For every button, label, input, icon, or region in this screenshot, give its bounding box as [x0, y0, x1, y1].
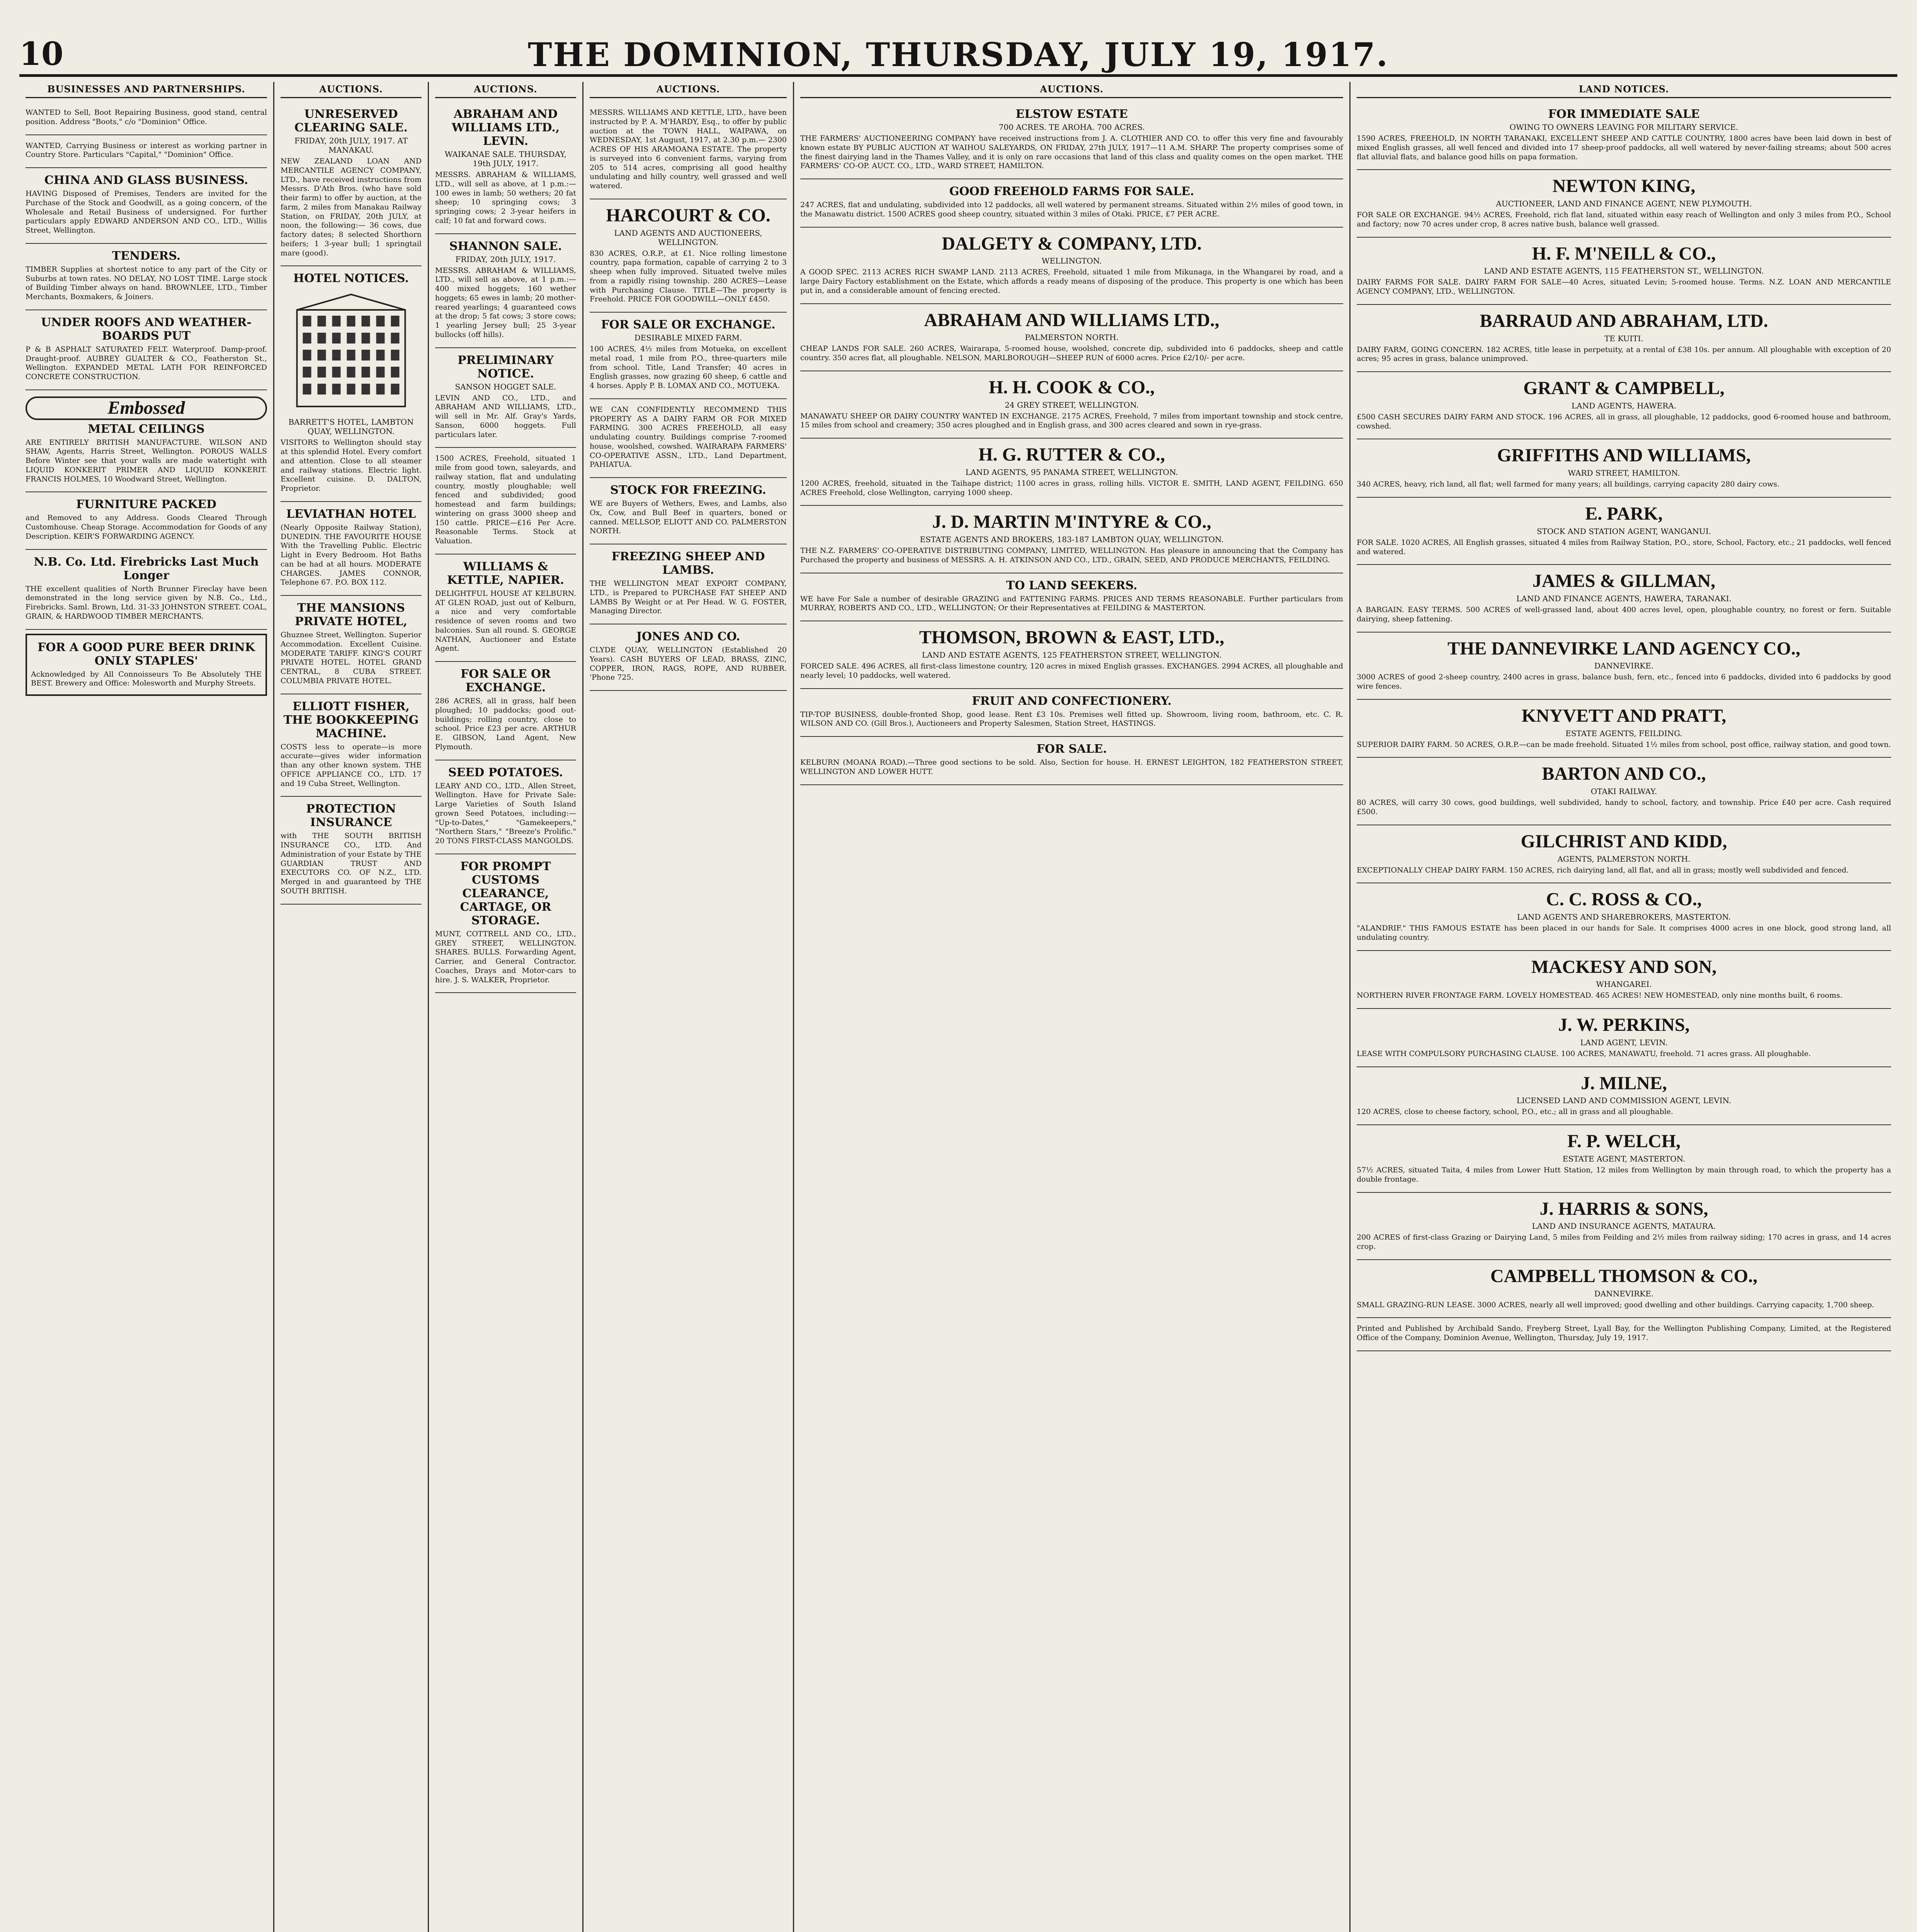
ad-body: MANAWATU SHEEP OR DAIRY COUNTRY WANTED IN EXCHANGE. 2175 ACRES, Freehold, 7 miles from important township and stock centre, 15 miles from school and creamery; 350 acres ploughed and in English grass, and 300 acres cleared and sown in rye-grass. [800, 412, 1343, 430]
page-number: 10 [19, 36, 64, 73]
advertisement [1357, 1125, 1891, 1192]
ad-title: TENDERS. [112, 249, 181, 263]
ad-body: SUPERIOR DAIRY FARM. 50 ACRES, O.R.P.—can be made freehold. Situated 1½ miles from school, post office, railway station, and good town. [1357, 740, 1891, 749]
advertisement [800, 228, 1343, 304]
ad-title: FREEZING SHEEP AND LAMBS. [611, 550, 765, 577]
ad-body: and Removed to any Address. Goods Cleared Through Customhouse. Cheap Storage. Accommodation for Goods of any Description. KEIR'S FORWARDING AGENCY. [26, 514, 267, 541]
ad-body: A BARGAIN. EASY TERMS. 500 ACRES of well-grassed land, about 400 acres level, open, ploughable country, no forest or fern. Suitable dairying, sheep fattening. [1357, 605, 1891, 623]
ad-body: 100 ACRES, 4½ miles from Motueka, on excellent metal road, 1 mile from P.O., three-quarters mile from school. Title, Land Transfer; 40 acres in English grasses, now grazing 60 sheep, 6 cattle and 4 horses. Apply P. B. LOMAX AND CO., MOTUEKA. [590, 345, 787, 390]
ad-subtitle: 24 GREY STREET, WELLINGTON. [1005, 400, 1139, 410]
ad-title: JONES AND CO. [636, 630, 740, 644]
ad-body: EXCEPTIONALLY CHEAP DAIRY FARM. 150 ACRES, rich dairying land, all flat, and all in grass; mostly well subdivided and fenced. [1357, 866, 1849, 874]
ad-body: COSTS less to operate—is more accurate—gives wider information than any other known system. THE OFFICE APPLIANCE CO., LTD. 17 and 19 Cuba Street, Wellington. [281, 742, 422, 788]
ad-subtitle: LAND AGENTS AND AUCTIONEERS, WELLINGTON. [614, 228, 762, 247]
ad-body: Printed and Published by Archibald Sando, Freyberg Street, Lyall Bay, for the Wellington Publishing Company, Limited, at the Registered Office of the Company, Dominion Avenue, Wellington, Thursday, July 19, 1917. [1357, 1324, 1891, 1342]
ad-subtitle: LAND AGENT, LEVIN. [1580, 1037, 1668, 1047]
advertisement [281, 502, 422, 596]
column-4 [583, 82, 794, 1932]
ad-title: FOR IMMEDIATE SALE [1548, 107, 1700, 121]
ad-body: WE are Buyers of Wethers, Ewes, and Lambs, also Ox, Cow, and Bull Beef in quarters, boned or canned. MELLSOP, ELIOTT AND CO. PALMERSTON NORTH. [590, 499, 787, 536]
advertisement [800, 506, 1343, 573]
advertisement [1357, 238, 1891, 305]
advertisement [1357, 633, 1891, 700]
ad-title: STOCK FOR FREEZING. [610, 483, 766, 497]
ad-title: GOOD FREEHOLD FARMS FOR SALE. [949, 185, 1194, 198]
ad-title: THE MANSIONS PRIVATE HOTEL, [295, 601, 407, 628]
column-header: AUCTIONS. [800, 82, 1343, 98]
advertisement [281, 797, 422, 904]
advertisement [26, 102, 267, 135]
advertisement [800, 102, 1343, 179]
ad-title: PROTECTION INSURANCE [306, 802, 396, 830]
advertisement [281, 596, 422, 694]
ad-body: MESSRS. ABRAHAM & WILLIAMS, LTD., will sell as above, at 1 p.m.:— 400 mixed hoggets; 160 wether hoggets; 65 ewes in lamb; 20 mother-reared yearlings; 4 guaranteed cows at the drop; 5 fat cows; 3 store cows; 1 yearling Jersey bull; 25 3-year bullocks (off hills). [435, 266, 576, 339]
advertiser-name: JAMES & GILLMAN, [1532, 571, 1716, 592]
advertisement [800, 371, 1343, 439]
column-header: AUCTIONS. [435, 82, 576, 98]
advertisement [1357, 1260, 1891, 1318]
advertiser-name: C. C. ROSS & CO., [1546, 889, 1702, 910]
ad-body: DELIGHTFUL HOUSE AT KELBURN. AT GLEN ROAD, just out of Kelburn, a nice and very comfortable residence of seven rooms and two balconies. Sun all round. S. GEORGE NATHAN, Auctioneer and Estate Agent. [435, 589, 576, 653]
advertisement [1357, 372, 1891, 439]
ad-body: THE WELLINGTON MEAT EXPORT COMPANY, LTD., is Prepared to PURCHASE FAT SHEEP AND LAMBS By Weight or at Per Head. W. G. FOSTER, Managing Director. [590, 579, 787, 616]
ad-body: 1500 ACRES, Freehold, situated 1 mile from good town, saleyards, and railway station, flat and undulating country, mostly ploughable; well fenced and subdivided; good homestead and farm buildings; wintering on grass 3000 sheep and 150 cattle. PRICE—£16 Per Acre. Reasonable Terms. Stock at Valuation. [435, 454, 576, 545]
ad-body: 57½ ACRES, situated Taita, 4 miles from Lower Hutt Station, 12 miles from Wellington by main through road, to which the property has a double frontage. [1357, 1166, 1891, 1184]
advertiser-name: KNYVETT AND PRATT, [1521, 705, 1726, 726]
advertisement [435, 662, 576, 760]
ad-title: FOR SALE OR EXCHANGE. [460, 667, 551, 694]
advertisement [800, 304, 1343, 371]
advertiser-name: BARRAUD AND ABRAHAM, LTD. [1480, 310, 1768, 331]
advertisement [1357, 951, 1891, 1009]
column-1 [19, 82, 274, 1932]
ad-title: FRUIT AND CONFECTIONERY. [972, 694, 1172, 708]
advertisement [590, 478, 787, 544]
advertiser-name: H. F. M'NEILL & CO., [1532, 243, 1716, 264]
advertisement [26, 168, 267, 244]
ad-title: TO LAND SEEKERS. [1006, 578, 1138, 592]
ad-subtitle: 700 ACRES. TE AROHA. 700 ACRES. [998, 122, 1145, 132]
ad-title: FOR SALE OR EXCHANGE. [601, 318, 776, 332]
ad-title: ELSTOW ESTATE [1015, 107, 1128, 121]
advertiser-name: BARTON AND CO., [1542, 764, 1706, 784]
column-3 [429, 82, 583, 1932]
ad-subtitle: LAND AGENTS, HAWERA. [1571, 401, 1677, 410]
column-header: AUCTIONS. [590, 82, 787, 98]
ad-body: CLYDE QUAY, WELLINGTON (Established 20 Years). CASH BUYERS OF LEAD, BRASS, ZINC, COPPER, IRON, RAGS, ROPE, AND RUBBER. 'Phone 725. [590, 646, 787, 682]
advertisement [800, 737, 1343, 785]
advertiser-name: J. W. PERKINS, [1558, 1015, 1690, 1036]
ad-body: Ghuznee Street, Wellington. Superior Accommodation. Excellent Cuisine. MODERATE TARIFF. KING'S COURT PRIVATE HOTEL. HOTEL GRAND CENTRAL, 8 CUBA STREET. COLUMBIA PRIVATE HOTEL. [281, 631, 422, 685]
ad-title: FOR PROMPT CUSTOMS CLEARANCE, CARTAGE, OR STORAGE. [460, 859, 551, 927]
ad-body: "ALANDRIF." THIS FAMOUS ESTATE has been placed in our hands for Sale. It comprises 4000 acres in one block, good strong land, all undulating country. [1357, 924, 1891, 942]
ad-subtitle: ESTATE AGENTS AND BROKERS, 183-187 LAMBTON QUAY, WELLINGTON. [920, 535, 1224, 544]
ad-body: with THE SOUTH BRITISH INSURANCE CO., LTD. And Administration of your Estate by THE GUARDIAN TRUST AND EXECUTORS CO. OF N.Z., LTD. Merged in and guaranteed by THE SOUTH BRITISH. [281, 832, 422, 895]
advertisement [1357, 1193, 1891, 1260]
advertisement [1357, 1067, 1891, 1126]
masthead [19, 36, 1897, 77]
advertisement [281, 694, 422, 797]
ad-subtitle: LICENSED LAND AND COMMISSION AGENT, LEVIN. [1516, 1096, 1732, 1105]
advertisement [435, 760, 576, 854]
advertiser-name: H. G. RUTTER & CO., [978, 444, 1165, 465]
ad-body: THE N.Z. FARMERS' CO-OPERATIVE DISTRIBUTING COMPANY, LIMITED, WELLINGTON. Has pleasure in announcing that the Company has Purchased the property and business of MESSRS. A. H. ATKINSON AND CO., LTD., GRAIN, SEED, AND PRODUCE MERCHANTS, FEILDING. [800, 546, 1343, 564]
ad-body: (Nearly Opposite Railway Station), DUNEDIN. THE FAVOURITE HOUSE With the Travelling Public. Electric Light in Every Bedroom. Hot Baths can be had at all hours. MODERATE CHARGES. JAMES CONNOR, Telephone 67. P.O. BOX 112. [281, 523, 422, 587]
advertisement [281, 266, 422, 502]
ad-title: PRELIMINARY NOTICE. [458, 353, 554, 381]
advertisement [590, 544, 787, 624]
advertiser-name: GRIFFITHS AND WILLIAMS, [1497, 445, 1751, 466]
ad-subtitle: LAND AGENTS AND SHAREBROKERS, MASTERTON. [1517, 912, 1731, 922]
advertisement [1357, 565, 1891, 632]
ad-title: ABRAHAM AND WILLIAMS LTD., LEVIN. [451, 107, 560, 148]
ad-title: FOR A GOOD PURE BEER DRINK ONLY STAPLES' [37, 640, 255, 668]
ad-body: TIMBER Supplies at shortest notice to any part of the City or Suburbs at town rates. NO DELAY, NO LOST TIME. Large stock of Building Timber always on hand. BROWNLEE, LTD., Timber Merchants, Boxmakers, & Joiners. [26, 265, 267, 301]
advertisement [800, 621, 1343, 689]
ad-body: FOR SALE OR EXCHANGE. 94½ ACRES, Freehold, rich flat land, situated within easy reach of Wellington and only 3 miles from P.O., School and factory; now 70 acres under crop, 8 acres native bush, balance well grassed. [1357, 211, 1891, 228]
ad-logo: Embossed [26, 396, 267, 420]
ad-body: HAVING Disposed of Premises, Tenders are invited for the Purchase of the Stock and Goodwill, as a going concern, of the Wholesale and Retail Business of undersigned. For further particulars apply EDWARD ANDERSON AND CO., LTD., Willis Street, Wellington. [26, 189, 267, 235]
ad-subtitle: AGENTS, PALMERSTON NORTH. [1557, 854, 1691, 864]
advertisement [26, 492, 267, 549]
advertiser-name: GILCHRIST AND KIDD, [1521, 831, 1727, 852]
ad-body: 286 ACRES, all in grass, half been ploughed; 10 paddocks; good out-buildings; rolling country, close to school. Price £23 per acre. ARTHUR E. GIBSON, Land Agent, New Plymouth. [435, 697, 576, 751]
ad-subtitle: WHANGAREI. [1596, 980, 1652, 989]
advertisement [1357, 498, 1891, 565]
ad-body: 200 ACRES of first-class Grazing or Dairying Land, 5 miles from Feilding and 2½ miles from railway siding; 170 acres in grass, and 14 acres crop. [1357, 1233, 1891, 1251]
ad-body: 830 ACRES, O.R.P., at £1. Nice rolling limestone country, papa formation, capable of carrying 2 to 3 sheep when fully improved. Situated twelve miles from a rapidly rising township. 280 ACRES—Lease with Purchasing Clause. TITLE—The property is Freehold. PRICE FOR GOODWILL—ONLY £450. [590, 249, 787, 304]
advertisement [800, 179, 1343, 228]
advertisement [590, 199, 787, 313]
advertiser-name: HARCOURT & CO. [606, 205, 771, 226]
advertisement [26, 135, 267, 168]
ad-title: LEVIATHAN HOTEL [286, 507, 416, 521]
ad-body: 247 ACRES, flat and undulating, subdivided into 12 paddocks, all well watered by permanent streams. Situated within 2½ miles of good town, in the Manawatu district. 1500 ACRES good sheep country, situated within 3 miles of Otaki. PRICE, £7 PER ACRE. [800, 201, 1343, 218]
advertisement [800, 573, 1343, 622]
ad-body: DAIRY FARM, GOING CONCERN. 182 ACRES, title lease in perpetuity, at a rental of £38 10s. per annum. All ploughable with exception of 20 acres; 95 acres in grass, balance unimproved. [1357, 345, 1891, 363]
ad-body: CHEAP LANDS FOR SALE. 260 ACRES, Wairarapa, 5-roomed house, woolshed, concrete dip, subdivided into 6 paddocks, sheep and cattle country. 350 acres flat, all ploughable. NELSON, MARLBOROUGH—SHEEP RUN of 6000 acres. Price £2/10/- per acre. [800, 344, 1343, 362]
ad-title: METAL CEILINGS [88, 422, 205, 436]
ad-subtitle: STOCK AND STATION AGENT, WANGANUI. [1536, 526, 1711, 536]
ad-subtitle: ESTATE AGENT, MASTERTON. [1562, 1154, 1686, 1163]
advertisement [435, 854, 576, 993]
advertiser-name: E. PARK, [1585, 503, 1663, 524]
ad-subtitle: SANSON HOGGET SALE. [455, 382, 556, 391]
ad-subtitle: LAND AND FINANCE AGENTS, HAWERA, TARANAKI. [1516, 594, 1732, 604]
ad-body: NORTHERN RIVER FRONTAGE FARM. LOVELY HOMESTEAD. 465 ACRES! NEW HOMESTEAD, only nine months built, 6 rooms. [1357, 991, 1842, 1000]
advertisement [435, 348, 576, 448]
ad-subtitle: DANNEVIRKE. [1594, 1289, 1654, 1298]
advertiser-name: THE DANNEVIRKE LAND AGENCY CO., [1448, 638, 1800, 659]
advertisement [26, 634, 267, 696]
ad-subtitle: TE KUITI. [1604, 333, 1643, 343]
advertisement [1357, 305, 1891, 372]
ad-title: CHINA AND GLASS BUSINESS. [44, 173, 248, 187]
advertiser-name: F. P. WELCH, [1567, 1131, 1681, 1152]
advertisement [800, 689, 1343, 737]
advertisement [26, 550, 267, 630]
ad-body: SMALL GRAZING-RUN LEASE. 3000 ACRES, nearly all well improved; good dwelling and other buildings. Carrying capacity, 1,700 sheep. [1357, 1300, 1874, 1309]
ad-subtitle: FRIDAY, 20th JULY, 1917. AT MANAKAU. [294, 136, 408, 155]
ad-body: 3000 ACRES of good 2-sheep country, 2400 acres in grass, balance bush, fern, etc., fenced into 6 paddocks, divided into 6 paddocks by good wire fences. [1357, 673, 1891, 691]
advertisement [1357, 1009, 1891, 1067]
ad-title: FOR SALE. [1036, 742, 1107, 756]
ad-body: 120 ACRES, close to cheese factory, school, P.O., etc.; all in grass and all ploughable. [1357, 1107, 1673, 1116]
advertiser-name: DALGETY & COMPANY, LTD. [942, 233, 1202, 254]
advertisement [435, 554, 576, 662]
ad-body: DAIRY FARMS FOR SALE. DAIRY FARM FOR SALE—40 Acres, situated Levin; 5-roomed house. Terms. N.Z. LOAN AND MERCANTILE AGENCY COMPANY, LTD., WELLINGTON. [1357, 278, 1891, 296]
ad-subtitle: FRIDAY, 20th JULY, 1917. [455, 254, 556, 264]
ad-title: HOTEL NOTICES. [293, 272, 409, 286]
advertiser-name: J. HARRIS & SONS, [1539, 1198, 1708, 1219]
advertisement [590, 102, 787, 199]
ad-subtitle: WAIKANAE SALE. THURSDAY, 19th JULY, 1917. [444, 150, 567, 168]
advertisement [1357, 170, 1891, 237]
column-6 [1351, 82, 1897, 1932]
ad-title: SHANNON SALE. [449, 239, 562, 253]
ad-body: ARE ENTIRELY BRITISH MANUFACTURE. WILSON AND SHAW, Agents, Harris Street, Wellington. POROUS WALLS Before Winter see that your walls are made watertight with LIQUID KONKERIT PRIMER AND LIQUID KONKERIT. FRANCIS HOLMES, 10 Woodward Street, Wellington. [26, 438, 267, 483]
ad-title: FURNITURE PACKED [76, 498, 217, 512]
ad-body: WE have For Sale a number of desirable GRAZING and FATTENING FARMS. PRICES AND TERMS REASONABLE. Further particulars from MURRAY, ROBERTS AND CO., LTD., WELLINGTON; Or their Representatives at FEILDING & MASTERTON. [800, 594, 1343, 612]
ad-body: Acknowledged by All Connoisseurs To Be Absolutely THE BEST. Brewery and Office: Molesworth and Murphy Streets. [31, 670, 262, 688]
ad-body: MESSRS. ABRAHAM & WILLIAMS, LTD., will sell as above, at 1 p.m.:— 100 ewes in lamb; 50 wethers; 20 fat sheep; 10 springing cows; 3 springing cows; 2 3-year heifers in calf; 10 fat and forward cows. [435, 170, 576, 225]
ad-title: SEED POTATOES. [448, 765, 563, 779]
advertisement [435, 234, 576, 348]
column-header: BUSINESSES AND PARTNERSHIPS. [26, 82, 267, 98]
advertiser-name: CAMPBELL THOMSON & CO., [1490, 1265, 1758, 1286]
ad-body: WANTED, Carrying Business or interest as working partner in Country Store. Particulars "Capital," "Dominion" Office. [26, 141, 267, 159]
advertisement [26, 390, 267, 493]
advertiser-name: H. H. COOK & CO., [988, 377, 1155, 398]
ad-body: MESSRS. WILLIAMS AND KETTLE, LTD., have been instructed by P. A. M'HARDY, Esq., to offer by public auction at the TOWN HALL, WAIPAWA, on WEDNESDAY, 1st August, 1917, at 2.30 p.m.— 2300 ACRES OF HIS ARAMOANA ESTATE. The property is surveyed into 6 convenient farms, varying from 205 to 514 acres, comprising all good healthy undulating and hilly country, well grassed and well watered. [590, 108, 787, 190]
advertisement [590, 624, 787, 691]
advertisement [1357, 758, 1891, 825]
ad-body: WANTED to Sell, Boot Repairing Business, good stand, central position. Address "Boots," c/o "Dominion" Office. [26, 108, 267, 126]
ad-body: KELBURN (MOANA ROAD).—Three good sections to be sold. Also, Section for house. H. ERNEST LEIGHTON, 182 FEATHERSTON STREET, WELLINGTON AND LOWER HUTT. [800, 758, 1343, 776]
ad-subtitle: WELLINGTON. [1041, 256, 1102, 266]
ad-title: WILLIAMS & KETTLE, NAPIER. [447, 560, 564, 587]
advertisement [1357, 1318, 1891, 1351]
columns [19, 82, 1897, 1932]
ad-subtitle: WARD STREET, HAMILTON. [1568, 468, 1680, 478]
ad-body: THE excellent qualities of North Brunner Fireclay have been demonstrated in the long service given by N.B. Co., Ltd., Firebricks. Saml. Brown, Ltd. 31-33 JOHNSTON STREET. COAL, GRAIN, & HARDWOOD TIMBER MERCHANTS. [26, 584, 267, 621]
column-header: LAND NOTICES. [1357, 82, 1891, 98]
advertisement [281, 102, 422, 266]
ad-body: LEVIN AND CO., LTD., and ABRAHAM AND WILLIAMS, LTD., will sell in Mr. Alf. Gray's Yards, Sanson, 6000 hoggets. Full particulars later. [435, 393, 576, 439]
advertiser-name: MACKESY AND SON, [1531, 956, 1717, 977]
ad-subtitle: DANNEVIRKE. [1594, 661, 1654, 671]
ad-subtitle: AUCTIONEER, LAND AND FINANCE AGENT, NEW PLYMOUTH. [1496, 199, 1752, 209]
advertisement [26, 244, 267, 310]
advertiser-name: NEWTON KING, [1552, 176, 1696, 197]
ad-title: N.B. Co. Ltd. Firebricks Last Much Longer [34, 555, 259, 582]
advertiser-name: GRANT & CAMPBELL, [1523, 378, 1725, 399]
newspaper-title: THE DOMINION, THURSDAY, JULY 19, 1917. [528, 36, 1389, 74]
advertisement [26, 310, 267, 390]
ad-title: UNRESERVED CLEARING SALE. [294, 107, 408, 134]
ad-body: P & B ASPHALT SATURATED FELT. Waterproof. Damp-proof. Draught-proof. AUBREY GUALTER & CO., Featherston St., Wellington. EXPANDED METAL LATH FOR REINFORCED CONCRETE CONSTRUCTION. [26, 345, 267, 381]
advertisement [800, 439, 1343, 506]
ad-body: MUNT, COTTRELL AND CO., LTD., GREY STREET, WELLINGTON. SHARES. BULLS. Forwarding Agent, Carrier, and General Contractor. Coaches, Drays and Motor-cars to hire. J. S. WALKER, Proprietor. [435, 929, 576, 984]
ad-body: THE FARMERS' AUCTIONEERING COMPANY have received instructions from J. A. CLOTHIER AND CO. to offer this very fine and favourably known estate BY PUBLIC AUCTION AT WAIHOU SALEYARDS, ON FRIDAY, 27th JULY, 1917—11 A.M. SHARP. The property comprises some of the finest dairying land in the Thames Valley, and it is only on rare occasions that land of this class and quality comes on the open market. THE FARMERS' CO-OP. AUCT. CO., LTD., WARD STREET, HAMILTON. [800, 134, 1343, 170]
ad-body: WE CAN CONFIDENTLY RECOMMEND THIS PROPERTY AS A DAIRY FARM OR FOR MIXED FARMING. 300 ACRES FREEHOLD, all easy undulating country. Buildings comprise 7-roomed house, woolshed, cowshed. WAIRARAPA FARMERS' CO-OPERATIVE ASSN., LTD., Land Department, PAHIATUA. [590, 405, 787, 469]
ad-body: FOR SALE. 1020 ACRES, All English grasses, situated 4 miles from Railway Station, P.O., store, School, Factory, etc.; 21 paddocks, well fenced and watered. [1357, 538, 1891, 556]
ad-subtitle: OWING TO OWNERS LEAVING FOR MILITARY SERVICE. [1509, 122, 1738, 132]
ad-subtitle: LAND AND ESTATE AGENTS, 115 FEATHERSTON ST., WELLINGTON. [1484, 266, 1764, 276]
advertisement [1357, 439, 1891, 498]
advertisement [1357, 102, 1891, 170]
ad-title: ELLIOTT FISHER, THE BOOKKEEPING MACHINE. [283, 699, 419, 740]
advertisement [1357, 700, 1891, 758]
ad-body: 80 ACRES, will carry 30 cows, good buildings, well subdivided, handy to school, factory, and township. Price £40 per acre. Cash required £500. [1357, 798, 1891, 816]
advertiser-name: J. MILNE, [1581, 1073, 1667, 1094]
advertisement [590, 399, 787, 478]
advertiser-name: J. D. MARTIN M'INTYRE & CO., [932, 512, 1211, 532]
ad-body: A GOOD SPEC. 2113 ACRES RICH SWAMP LAND. 2113 ACRES, Freehold, situated 1 mile from Mikunaga, in the Whangarei by road, and a large Dairy Factory establishment on the Estate, which affords a ready means of disposing of the produce. This property is one which has been put in, and a considerable amount of fencing erected. [800, 268, 1343, 295]
ad-body: £500 CASH SECURES DAIRY FARM AND STOCK. 196 ACRES, all in grass, all ploughable, 12 paddocks, good 6-roomed house and bathroom, cowshed. [1357, 412, 1891, 430]
column-2 [274, 82, 429, 1932]
ad-subtitle: LAND AGENTS, 95 PANAMA STREET, WELLINGTON. [965, 467, 1178, 477]
ad-subtitle: PALMERSTON NORTH. [1025, 333, 1119, 342]
ad-body: LEARY AND CO., LTD., Allen Street, Wellington. Have for Private Sale: Large Varieties of South Island grown Seed Potatoes, including:— "Up-to-Dates," "Gamekeepers," "Northern Stars," "Breeze's Prolific." 20 TONS FIRST-CLASS MANGOLDS. [435, 781, 576, 845]
advertisement [435, 102, 576, 234]
ad-subtitle: ESTATE AGENTS, FEILDING. [1565, 728, 1682, 738]
ad-subtitle: OTAKI RAILWAY. [1590, 787, 1657, 796]
ad-subtitle: LAND AND ESTATE AGENTS, 125 FEATHERSTON STREET, WELLINGTON. [922, 650, 1222, 660]
column-header: AUCTIONS. [281, 82, 422, 98]
ad-body: FORCED SALE. 496 ACRES, all first-class limestone country, 120 acres in mixed English grasses. EXCHANGES. 2994 ACRES, all ploughable and nearly level; 10 paddocks, well watered. [800, 662, 1343, 680]
advertisement [1357, 883, 1891, 951]
ad-subtitle: LAND AND INSURANCE AGENTS, MATAURA. [1532, 1221, 1716, 1231]
ad-body: 340 ACRES, heavy, rich land, all flat; well farmed for many years; all buildings, carrying capacity 280 dairy cows. [1357, 480, 1780, 489]
column-5 [794, 82, 1351, 1932]
ad-body: NEW ZEALAND LOAN AND MERCANTILE AGENCY COMPANY, LTD., have received instructions from Messrs. D'Ath Bros. (who have sold their farm) to offer by auction, at the farm, 2 miles from Manakau Railway Station, on FRIDAY, 20th JULY, at noon, the following:— 36 cows, due factory dates; 8 selected Shorthorn heifers; 1 3-year bull; 1 springtail mare (good). [281, 157, 422, 257]
advertisement [1357, 825, 1891, 884]
ad-body: VISITORS to Wellington should stay at this splendid Hotel. Every comfort and attention. Close to all steamer and railway stations. Electric light. Excellent cuisine. D. DALTON, Proprietor. [281, 438, 422, 493]
ad-title: UNDER ROOFS AND WEATHER-BOARDS PUT [41, 315, 252, 343]
ad-body: LEASE WITH COMPULSORY PURCHASING CLAUSE. 100 ACRES, MANAWATU, freehold. 71 acres grass. All ploughable. [1357, 1049, 1811, 1058]
ad-body: TIP-TOP BUSINESS, double-fronted Shop, good lease. Rent £3 10s. Premises well fitted up. Showroom, living room, bathroom, etc. C. R. WILSON AND CO. (Gill Bros.), Auctioneers and Property Salesmen, Station Street, HASTINGS. [800, 710, 1343, 728]
hotel-illustration [281, 287, 422, 414]
advertisement [590, 313, 787, 399]
ad-body: 1590 ACRES, FREEHOLD, IN NORTH TARANAKI, EXCELLENT SHEEP AND CATTLE COUNTRY, 1800 acres have been laid down in best of mixed English grasses, all well fenced and divided into 17 sheep-proof paddocks, all well watered by never-failing streams; about 500 acres flat alluvial flats, and balance good hills on papa formation. [1357, 134, 1891, 161]
advertiser-name: THOMSON, BROWN & EAST, LTD., [919, 627, 1225, 648]
advertisement [435, 448, 576, 554]
advertiser-name: ABRAHAM AND WILLIAMS LTD., [924, 310, 1220, 330]
hotel-caption: BARRETT'S HOTEL, LAMBTON QUAY, WELLINGTON. [288, 417, 414, 436]
ad-subtitle: DESIRABLE MIXED FARM. [634, 333, 742, 343]
ad-body: 1200 ACRES, freehold, situated in the Taihape district; 1100 acres in grass, rolling hills. VICTOR E. SMITH, LAND AGENT, FEILDING. 650 ACRES Freehold, close Wellington, carrying 1000 sheep. [800, 479, 1343, 497]
